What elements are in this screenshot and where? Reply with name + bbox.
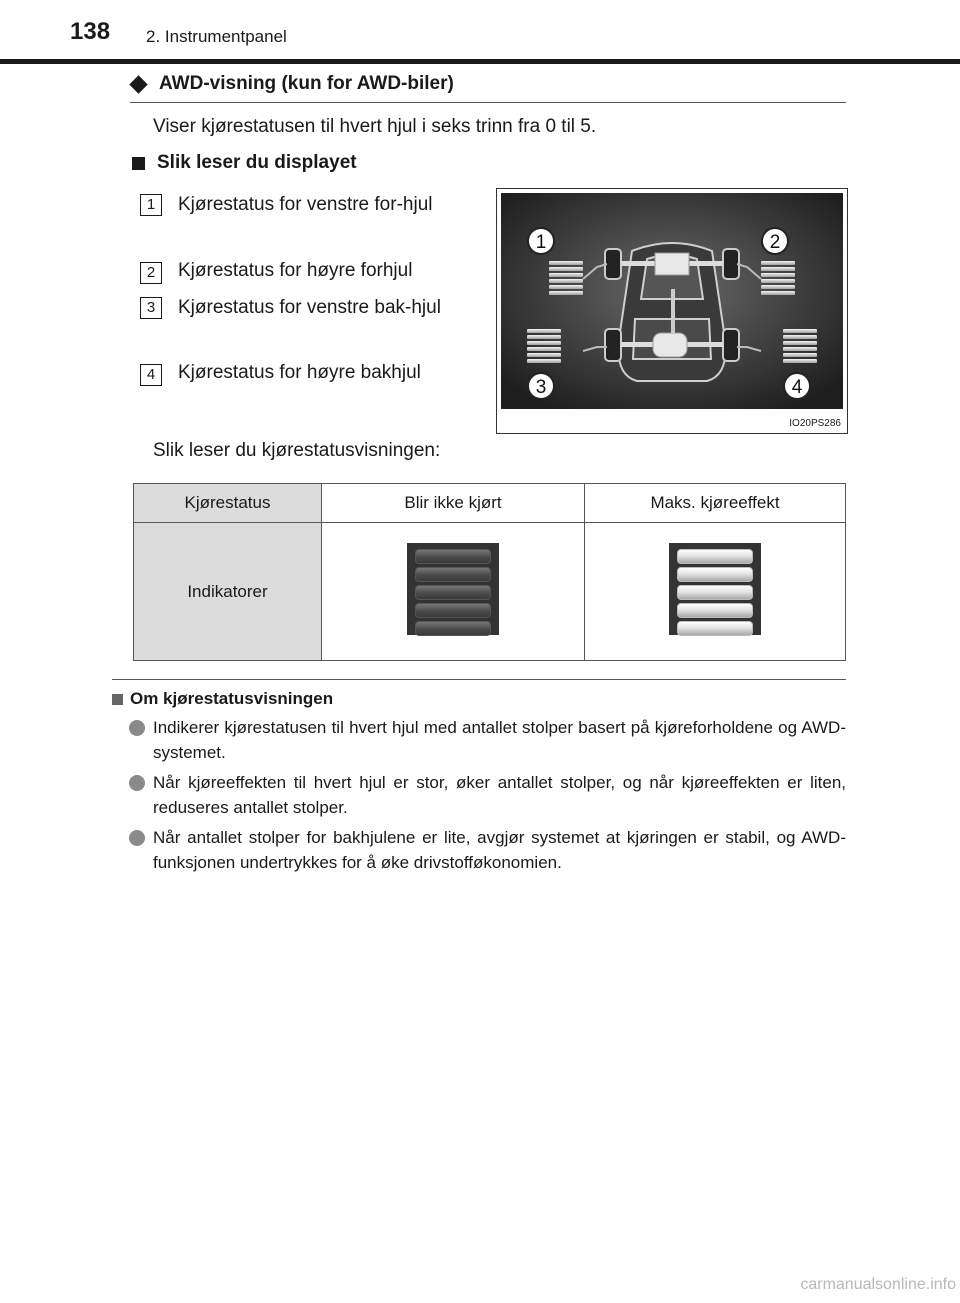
page-number: 138 <box>70 18 111 45</box>
read-intro-text: Slik leser du kjørestatusvisningen: <box>153 440 441 461</box>
subheading <box>130 152 357 174</box>
figure-code: IO20PS286 <box>789 418 841 429</box>
bullet-text: Når antallet stolper for bakhjulene er lite, avgjør systemet at kjøringen er stabil, og AWD-funksjonen undertrykkes for å øke drivstofføkonomien. <box>153 828 846 872</box>
display-bar <box>549 285 583 289</box>
table-cell <box>322 523 585 661</box>
indicator-max-output <box>669 543 761 635</box>
display-bar <box>549 267 583 271</box>
display-bar <box>761 279 795 283</box>
callout-number: 1 <box>140 194 162 216</box>
square-bullet-icon <box>112 694 123 705</box>
subheading-text: Slik leser du displayet <box>157 152 357 173</box>
display-bar <box>549 261 583 265</box>
display-bar <box>761 267 795 271</box>
display-bar <box>549 273 583 277</box>
watermark: carmanualsonline.info <box>800 1276 956 1293</box>
about-title: Om kjørestatusvisningen <box>130 689 334 708</box>
section-rule <box>130 102 846 103</box>
list-item: Kjørestatus for høyre forhjul <box>178 260 413 281</box>
display-bar <box>761 273 795 277</box>
display-bar <box>527 341 561 345</box>
display-bar <box>549 279 583 283</box>
callout-4-label: 4 <box>791 377 803 398</box>
indicator-bar <box>677 621 753 636</box>
bullet-text: Indikerer kjørestatusen til hvert hjul med antallet stolper basert på kjøreforholdene og AWD-systemet. <box>153 718 846 762</box>
display-bar <box>527 359 561 363</box>
display-bar <box>783 359 817 363</box>
indicator-bar <box>415 549 491 564</box>
row-label: Indikatorer <box>134 523 322 661</box>
callout-2 <box>762 228 788 254</box>
callout-1-label: 1 <box>535 232 547 253</box>
about-heading <box>112 689 333 709</box>
callout-3-label: 3 <box>535 377 547 398</box>
display-bar <box>783 347 817 351</box>
awd-display-diagram <box>496 188 848 434</box>
callout-number: 3 <box>140 297 162 319</box>
callout-number: 2 <box>140 262 162 284</box>
display-bar <box>527 329 561 333</box>
bullet-icon <box>129 830 145 846</box>
callout-1 <box>528 228 554 254</box>
display-bar <box>527 347 561 351</box>
display-bar <box>761 291 795 295</box>
callout-3 <box>528 373 554 399</box>
bullet-text: Når kjøreeffekten til hvert hjul er stor, øker antallet stolper, og når kjøreeffekten er liten, reduseres antallet stolper. <box>153 773 846 817</box>
bullet-icon <box>129 720 145 736</box>
indicator-bar <box>677 603 753 618</box>
status-table <box>133 483 846 661</box>
display-bar <box>783 335 817 339</box>
indicator-bar <box>415 603 491 618</box>
diamond-icon <box>129 75 147 93</box>
awd-display-illustration <box>497 189 847 433</box>
list-item: Kjørestatus for venstre for-hjul <box>178 194 433 215</box>
table-header-cell: Blir ikke kjørt <box>322 484 585 523</box>
display-bar <box>549 291 583 295</box>
indicator-bar <box>677 585 753 600</box>
chapter-title: 2. Instrumentpanel <box>146 27 287 46</box>
table-row <box>134 523 846 661</box>
callout-4 <box>784 373 810 399</box>
table-header-cell: Maks. kjøreeffekt <box>585 484 846 523</box>
display-bar <box>761 261 795 265</box>
indicator-bar <box>677 549 753 564</box>
indicator-bar <box>415 585 491 600</box>
indicator-bar <box>415 621 491 636</box>
bullet-icon <box>129 775 145 791</box>
table-header-row <box>134 484 846 523</box>
section-heading <box>130 73 454 95</box>
callout-number: 4 <box>140 364 162 386</box>
indicator-bar <box>677 567 753 582</box>
intro-text: Viser kjørestatusen til hvert hjul i seks trinn fra 0 til 5. <box>153 116 597 137</box>
display-bar <box>527 335 561 339</box>
callout-2-label: 2 <box>769 232 781 253</box>
indicator-bar <box>415 567 491 582</box>
display-bar <box>761 285 795 289</box>
table-header-cell: Kjørestatus <box>134 484 322 523</box>
display-bar <box>783 353 817 357</box>
display-bar <box>527 353 561 357</box>
indicator-not-driven <box>407 543 499 635</box>
table-cell <box>585 523 846 661</box>
header-rule <box>0 59 960 64</box>
section-title: AWD-visning (kun for AWD-biler) <box>159 73 454 94</box>
display-bar <box>783 329 817 333</box>
list-item: Kjørestatus for høyre bakhjul <box>178 362 421 383</box>
display-bar <box>783 341 817 345</box>
square-bullet-icon <box>132 157 145 170</box>
list-item: Kjørestatus for venstre bak-hjul <box>178 297 441 318</box>
about-rule <box>112 679 846 680</box>
